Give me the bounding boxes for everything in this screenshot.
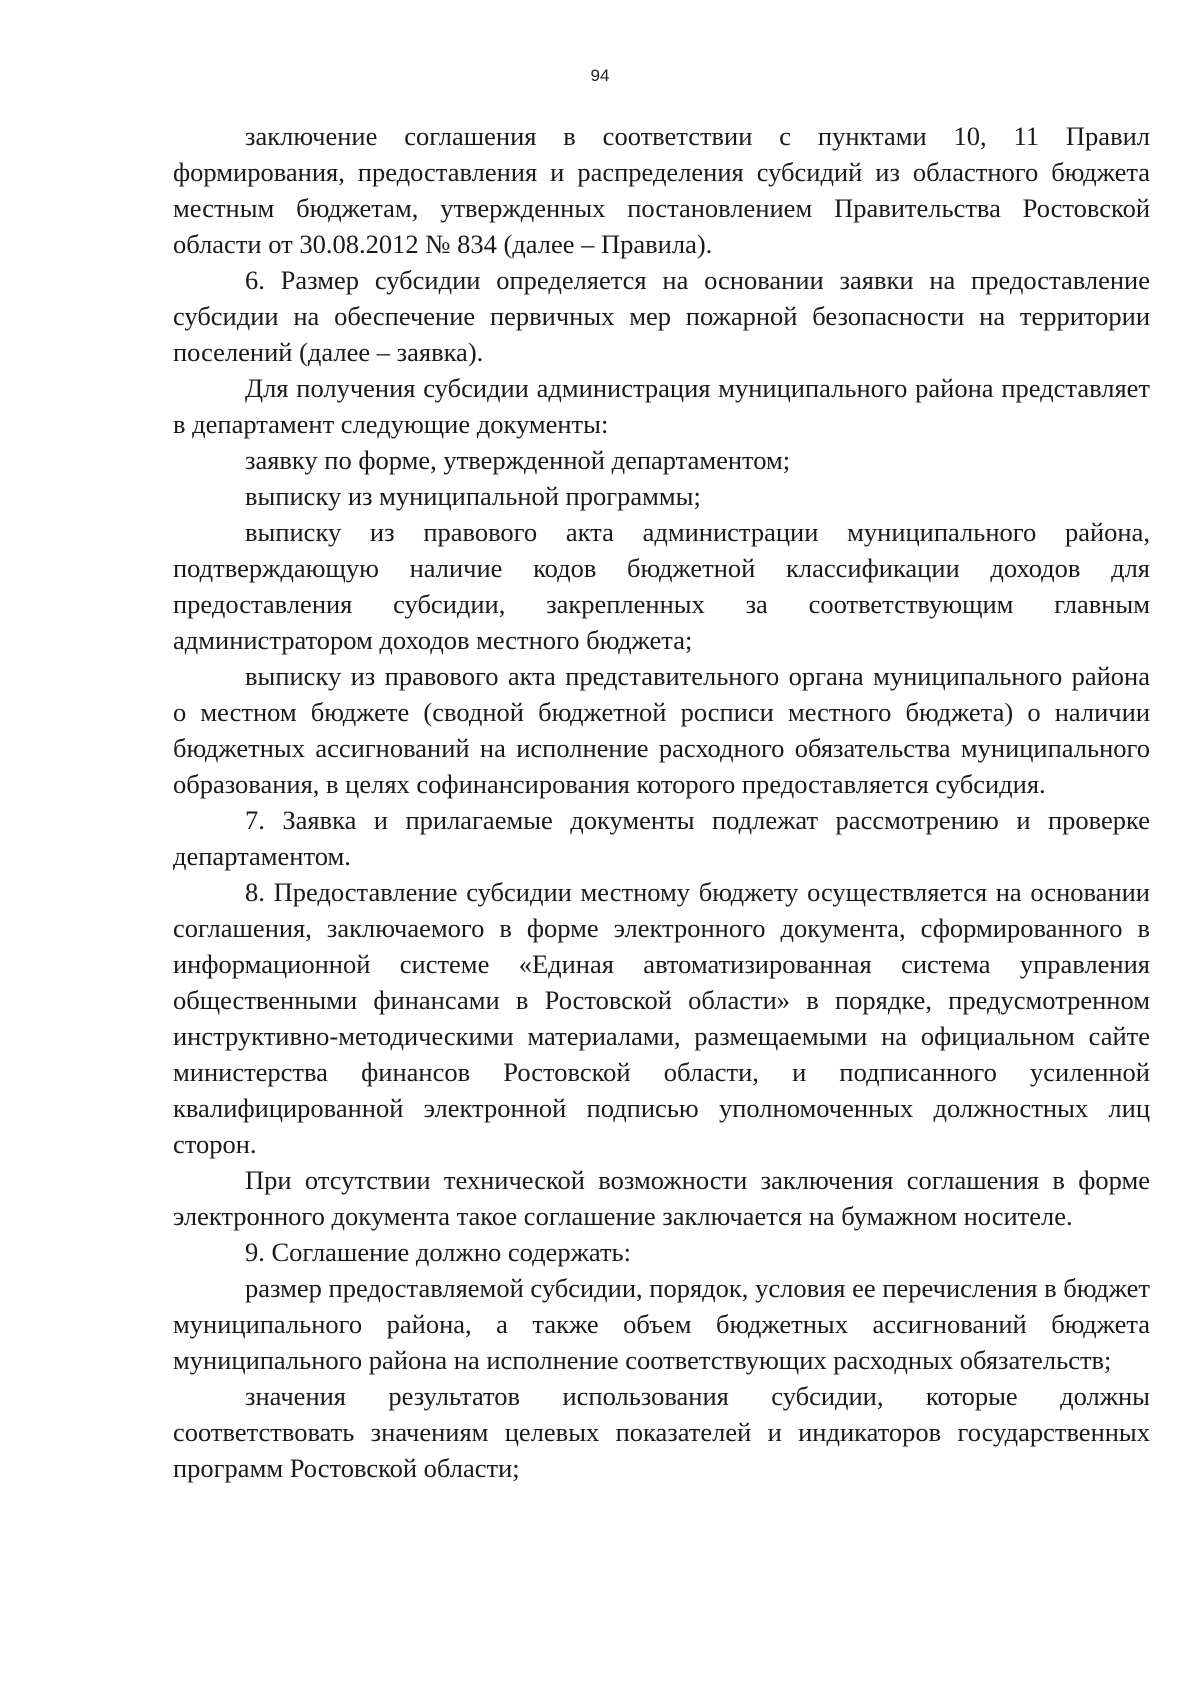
document-body	[173, 118, 1150, 1486]
list-item-program-extract: выписку из муниципальной программы;	[245, 481, 701, 511]
list-item-application: заявку по форме, утвержденной департаментом;	[245, 445, 791, 475]
paragraph-paper-agreement: При отсутствии технической возможности заключения соглашения в форме электронного документа такое соглашение заключается на бумажном носителе.	[173, 1165, 1150, 1231]
paragraph-6-subsidy-size: 6. Размер субсидии определяется на основании заявки на предоставление субсидии на обеспечение первичных мер пожарной безопасности на территории поселений (далее – заявка).	[173, 265, 1150, 367]
page-number: 94	[590, 66, 610, 85]
list-item-representative-act-extract: выписку из правового акта представительного органа муниципального района о местном бюджете (сводной бюджетной росписи местного бюджета) о наличии бюджетных ассигнований на исполнение расходного обязательства муниципального образования, в целях софинансирования которого предоставляется субсидия.	[173, 661, 1150, 799]
paragraph-8-provision: 8. Предоставление субсидии местному бюджету осуществляется на основании соглашения, заключаемого в форме электронного документа, сформированного в информационной системе «Единая автоматизированная система управления общественными финансами в Ростовской области» в порядке, предусмотренном инструктивно-методическими материалами, размещаемыми на официальном сайте министерства финансов Ростовской области, и подписанного усиленной квалифицированной электронной подписью уполномоченных должностных лиц сторон.	[173, 877, 1150, 1159]
list-item-result-values: значения результатов использования субсидии, которые должны соответствовать значениям целевых показателей и индикаторов государственных программ Ростовской области;	[173, 1381, 1150, 1483]
paragraph-9-agreement-contents: 9. Соглашение должно содержать:	[245, 1237, 631, 1267]
paragraph-7-review: 7. Заявка и прилагаемые документы подлежат рассмотрению и проверке департаментом.	[173, 805, 1150, 871]
paragraph-documents-intro: Для получения субсидии администрация муниципального района представляет в департамент следующие документы:	[173, 373, 1150, 439]
list-item-subsidy-amount: размер предоставляемой субсидии, порядок, условия ее перечисления в бюджет муниципального района, а также объем бюджетных ассигнований бюджета муниципального района на исполнение соответствующих расходных обязательств;	[173, 1273, 1150, 1375]
list-item-admin-act-extract: выписку из правового акта администрации муниципального района, подтверждающую наличие кодов бюджетной классификации доходов для предоставления субсидии, закрепленных за соответствующим главным администратором доходов местного бюджета;	[173, 517, 1150, 655]
paragraph-agreement-conclusion: заключение соглашения в соответствии с пунктами 10, 11 Правил формирования, предоставления и распределения субсидий из областного бюджета местным бюджетам, утвержденных постановлением Правительства Ростовской области от 30.08.2012 № 834 (далее – Правила).	[173, 121, 1150, 259]
